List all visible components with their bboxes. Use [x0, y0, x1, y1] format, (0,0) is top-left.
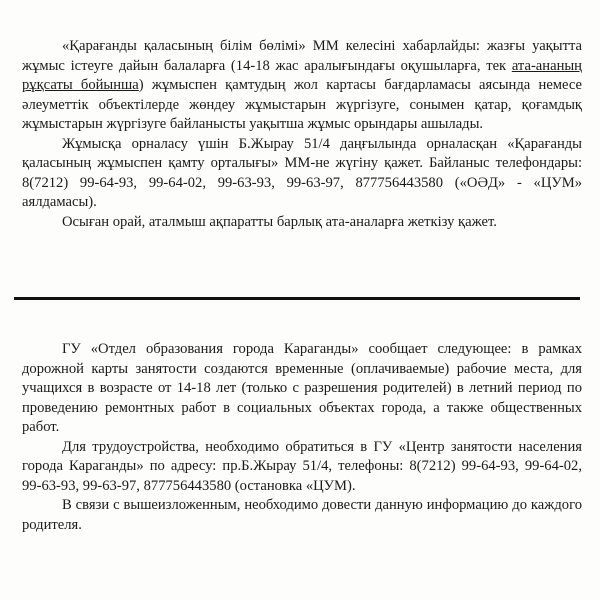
parental-permission-underlined-text: ата-ананың рұқсаты бойынша — [22, 57, 582, 93]
section-divider-line — [14, 297, 580, 300]
russian-paragraph-1: ГУ «Отдел образования города Караганды» сообщает следующее: в рамках дорожной карты занятости создаются временные (оплачиваемые) рабочие места, для учащихся в возрасте от 14-18 лет (только с разрешения родителей) в летний период по проведению ремонтных работ в социальных объектах города, а также общественных работ. — [22, 341, 582, 435]
russian-paragraph-2: Для трудоустройства, необходимо обратиться в ГУ «Центр занятости населения города Караганды» по адресу: пр.Б.Жырау 51/4, телефоны: 8(7212) 99-64-93, 99-64-02, 99-63-93, 99-63-97, 877756443580 (остановка «ЦУМ). — [22, 438, 582, 494]
kazakh-notice — [22, 37, 582, 232]
kazakh-paragraph-2: Жұмысқа орналасу үшін Б.Жырау 51/4 даңғылында орналасқан «Қарағанды қаласының жұмыспен қамту орталығы» ММ-не жүгіну қажет. Байланыс телефондары: 8(7212) 99-64-93, 99-64-02, 99-63-93, 99-63-97, 877756443580 («ОӘД» - «ЦУМ» аялдамасы). — [22, 135, 582, 210]
kazakh-paragraph-1 — [22, 37, 582, 135]
russian-paragraph-3: В связи с вышеизложенным, необходимо довести данную информацию до каждого родителя. — [22, 497, 582, 533]
kazakh-paragraph-3: Осыған орай, аталмыш ақпаратты барлық ата-аналарға жеткізу қажет. — [62, 213, 497, 230]
russian-notice — [22, 340, 582, 535]
kazakh-paragraph-1-text-end: ) жұмыспен қамтудың жол картасы бағдарламасы аясында немесе әлеуметтік объектілерде жөндеу жұмыстарын жүргізуге, сонымен қатар, қоғамдық жұмыстарын жүргізуге байланысты уақытша жұмыс орындары ашылады. — [22, 77, 583, 132]
kazakh-paragraph-1-text-start: «Қарағанды қаласының білім бөлімі» ММ келесіні хабарлайды: жазғы уақытта жұмыс істеуге дайын балаларға (14-18 жас аралығындағы оқушыларға, тек — [22, 38, 582, 74]
